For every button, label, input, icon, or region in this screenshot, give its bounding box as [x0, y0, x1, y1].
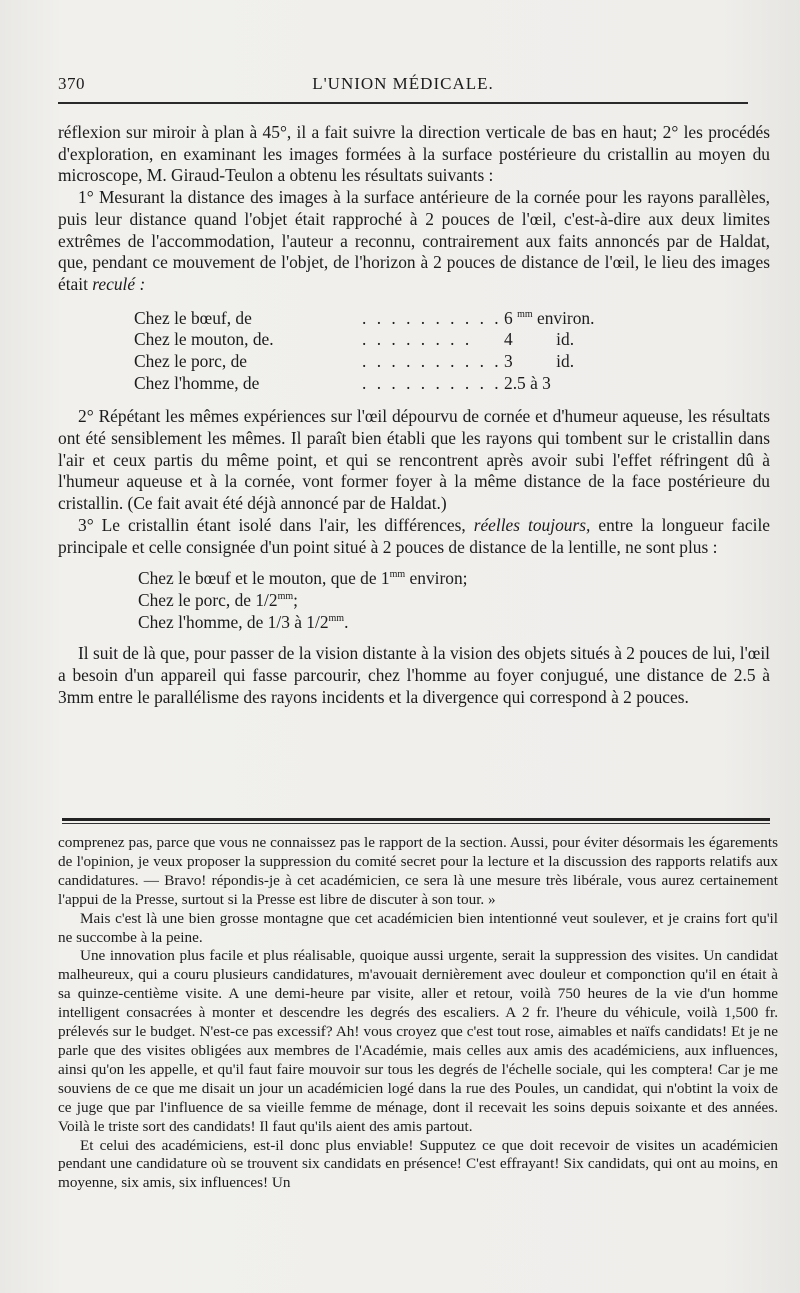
paragraph: réflexion sur miroir à plan à 45°, il a fait suivre la direction verticale de bas en haut; 2° les procédés d'exploration, en examinant les images formées à la surface postérieure du cristallin au moyen du microscope, M. Giraud-Teulon a obtenu les résultats suivants : [58, 122, 770, 186]
table-row: Chez l'homme, de 1/3 à $1/2^{mm}$. [138, 611, 349, 632]
article-section [58, 122, 770, 708]
table-row: Chez le porc, de . . . . . . . . . . 3 id. [134, 351, 575, 371]
paragraph: 1° Mesurant la distance des images à la surface antérieure de la cornée pour les rayons parallèles, puis leur distance quand l'objet était rapproché à 2 pouces de l'œil, c'est-à-dire aux deux limites extrêmes de l'accommodation, l'auteur a reconnu, contrairement aux faits annoncés par de Haldat, que, pendant ce mouvement de l'objet, de l'horizon à 2 pouces de distance de l'œil, le lieu des images était reculé : [58, 187, 770, 294]
section-divider [62, 818, 770, 821]
table-row: Chez l'homme, de . . . . . . . . . . 2.5 à 3 [134, 372, 551, 393]
paragraph: comprenez pas, parce que vous ne connaissez pas le rapport de la section. Aussi, pour éviter désormais les égarements de l'opinion, je veux proposer la suppression du comité secret pour la lecture et la discussion des rapports relatifs aux candidatures. — Bravo! répondis-je à cet académicien, ce sera là une mesure très libérale, vous aurez certainement l'appui de la Presse, surtout si la Presse est libre de discuter à son tour. » [58, 834, 778, 908]
paragraph: 2° Répétant les mêmes expériences sur l'œil dépourvu de cornée et d'humeur aqueuse, les résultats ont été sensiblement les mêmes. Il paraît bien établi que les rayons qui tombent sur le cristallin dans l'air et ceux partis du même point, et qui se rencontrent après avoir subi l'effet réfringent dû à l'humeur aqueuse et à la cornée, vont former foyer à la même distance de la face postérieure du cristallin. (Ce fait avait été déjà annoncé par de Haldat.) [58, 406, 770, 514]
table-row: Chez le mouton, de. . . . . . . . . 4 id. [134, 329, 575, 350]
paragraph: Une innovation plus facile et plus réalisable, quoique aussi urgente, serait la suppression des visites. Un candidat malheureux, qui a couru plusieurs candidatures, m'avouait dernièrement avec douleur et componction qu'il en était à sa quinze-centième visite. A une demi-heure par visite, aller et retour, voilà 750 heures de la vie d'un homme intelligent consacrées à monter et descendre les degrés des escaliers. A 2 fr. l'heure du véhicule, voilà 1,500 fr. prélevés sur le budget. N'est-ce pas excessif? Ah! vous croyez que c'est tout rose, aimables et naïfs candidats! Et je ne parle que des visites obligées aux membres de l'Académie, mais celles aux amis des académiciens, aux influences, ainsi qu'on les appelle, et qu'il faut faire mouvoir sur tous les degrés de l'échelle sociale, qui les comptera! Car je me souviens de ce que me disait un jour un académicien logé dans la rue des Poules, un candidat, qui n'obtint la voix de ce juge que par l'influence de sa vieille femme de ménage, dont il recevait les soins depuis soixante et des années. Voilà le triste sort des candidats! Il faut qu'ils aient des amis partout. [58, 947, 778, 1135]
paragraph: Mais c'est là une bien grosse montagne que cet académicien bien intentionné veut soulever, et je crains fort qu'il ne succombe à la peine. [58, 909, 778, 946]
page-number: 370 [58, 74, 85, 93]
table-row: Chez le bœuf et le mouton, que de $1^{mm}$ environ; [138, 568, 468, 589]
section-divider-thin [62, 823, 770, 824]
running-header [58, 72, 748, 100]
feuilleton-section [58, 834, 778, 1193]
paragraph: Et celui des académiciens, est-il donc plus enviable! Supputez ce que doit recevoir de visites un académicien pendant une candidature où se trouvent six candidats en présence! C'est effrayant! Six candidats, qui ont au moins, en moyenne, six amis, six influences! Un [58, 1136, 778, 1192]
paragraph: Il suit de là que, pour passer de la vision distante à la vision des objets situés à 2 pouces de lui, l'œil a besoin d'un appareil qui fasse parcourir, chez l'homme au foyer conjugué, une distance de 2.5 à 3mm entre le parallélisme des rayons incidents et la divergence qui correspond à 2 pouces. [58, 643, 770, 707]
paragraph: 3° Le cristallin étant isolé dans l'air, les différences, réelles toujours, entre la longueur facile principale et celle consignée d'un point situé à 2 pouces de distance de la lentille, ne sont plus : [58, 514, 771, 557]
header-rule [58, 102, 748, 104]
lens-table [138, 568, 698, 633]
journal-title: L'UNION MÉDICALE. [312, 74, 494, 93]
measurement-table [134, 308, 694, 395]
table-row: Chez le bœuf, de . . . . . . . . . . 6 $^{mm}$ environ. [134, 307, 595, 328]
table-row: Chez le porc, de $1/2^{mm}$; [138, 589, 298, 610]
